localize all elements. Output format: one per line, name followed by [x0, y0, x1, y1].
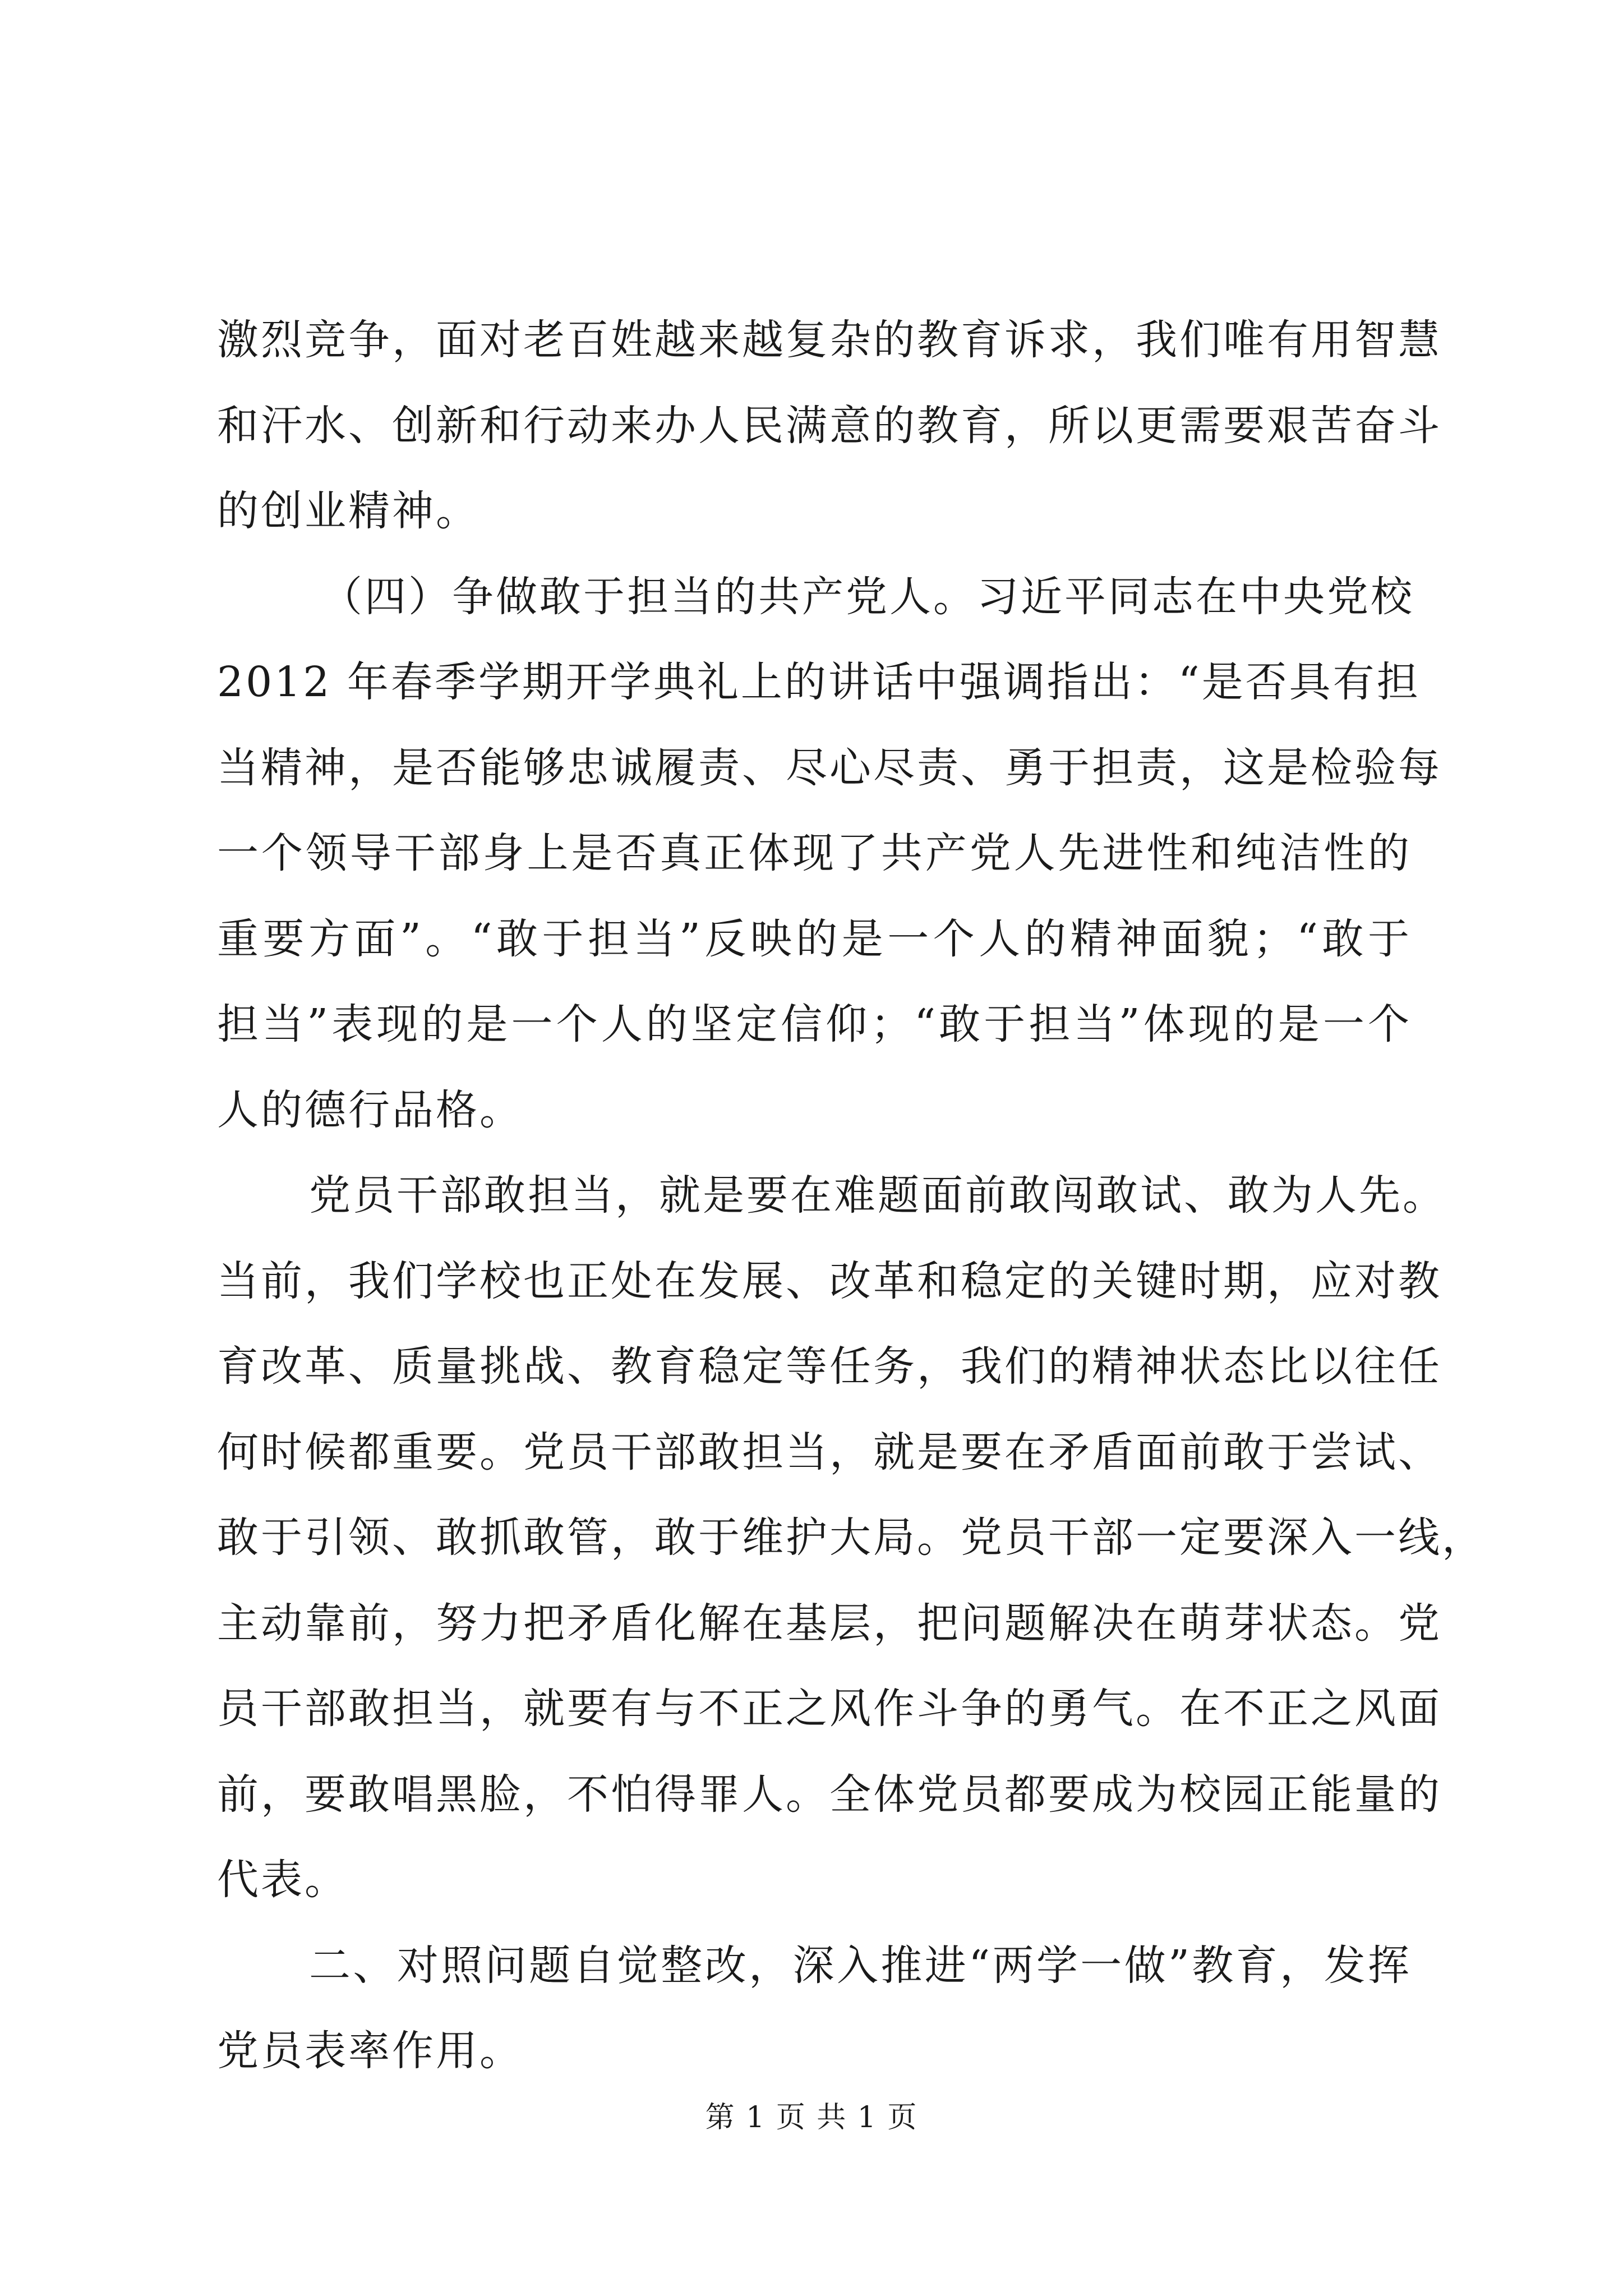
text-line: 员干部敢担当，就要有与不正之风作斗争的勇气。在不正之风面: [217, 1685, 1442, 1733]
text-line: 激烈竞争，面对老百姓越来越复杂的教育诉求，我们唯有用智慧: [217, 316, 1442, 364]
text-line: 当精神，是否能够忠诚履责、尽心尽责、勇于担责，这是检验每: [217, 743, 1442, 792]
text-line: 二、对照问题自觉整改，深入推进“两学一做”教育，发挥: [309, 1941, 1412, 1990]
text-line: 人的德行品格。: [217, 1085, 523, 1134]
body-text: [217, 297, 1486, 2094]
text-line: 一个领导干部身上是否真正体现了共产党人先进性和纯洁性的: [217, 829, 1412, 877]
text-line: 重要方面”。“敢于担当”反映的是一个人的精神面貌；“敢于: [217, 914, 1412, 963]
text-line: 育改革、质量挑战、教育稳定等任务，我们的精神状态比以往任: [217, 1342, 1442, 1391]
text-line: 的创业精神。: [217, 487, 479, 535]
text-line: 主动靠前，努力把矛盾化解在基层，把问题解决在萌芽状态。党: [217, 1599, 1442, 1648]
text-line: 2012 年春季学期开学典礼上的讲话中强调指出：“是否具有担: [217, 658, 1421, 706]
text-line: 担当”表现的是一个人的坚定信仰；“敢于担当”体现的是一个: [217, 1000, 1412, 1048]
text-line: 何时候都重要。党员干部敢担当，就是要在矛盾面前敢于尝试、: [217, 1428, 1442, 1476]
text-line: （四）争做敢于担当的共产党人。习近平同志在中央党校: [321, 572, 1414, 621]
text-line: 前，要敢唱黑脸，不怕得罪人。全体党员都要成为校园正能量的: [217, 1770, 1442, 1819]
text-line: 代表。: [217, 1856, 348, 1904]
text-line: 党员表率作用。: [217, 2027, 523, 2075]
text-line: 党员干部敢担当，就是要在难题面前敢闯敢试、敢为人先。: [309, 1171, 1446, 1220]
page-footer: 第 1 页 共 1 页: [705, 2101, 918, 2134]
text-line: 敢于引领、敢抓敢管，敢于维护大局。党员干部一定要深入一线，: [217, 1513, 1486, 1562]
text-line: 当前，我们学校也正处在发展、改革和稳定的关键时期，应对教: [217, 1257, 1442, 1305]
text-line: 和汗水、创新和行动来办人民满意的教育，所以更需要艰苦奋斗: [217, 401, 1442, 450]
